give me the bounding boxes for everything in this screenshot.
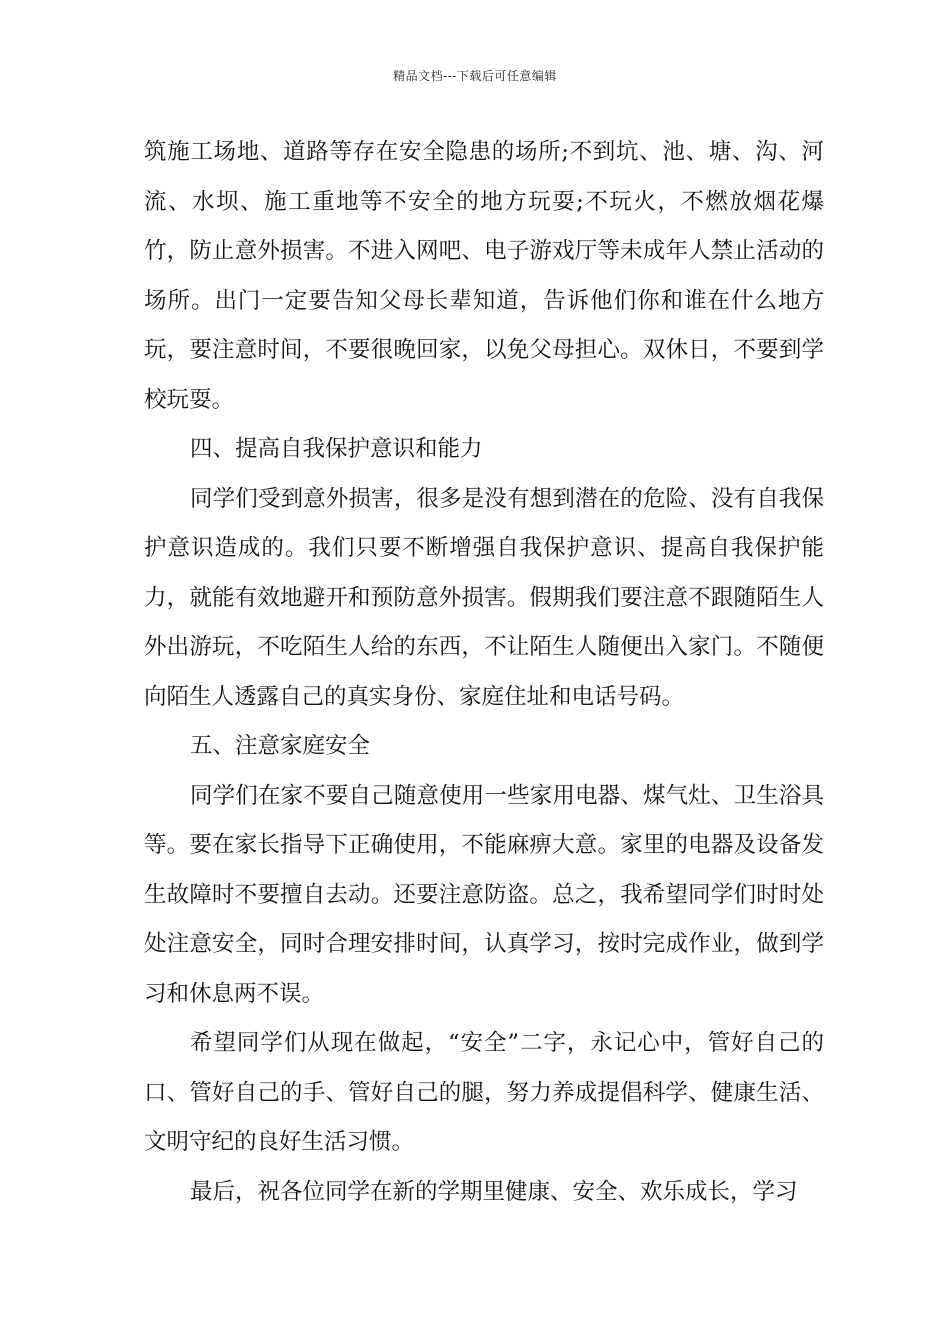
page-header: 精品文档---下载后可任意编辑 [393,69,557,83]
paragraph-5: 最后，祝各位同学在新的学期里健康、安全、欢乐成长，学习 [190,1178,798,1205]
document-body [144,128,824,1217]
section-heading-4: 四、提高自我保护意识和能力 [190,436,483,462]
section-heading-5: 五、注意家庭安全 [190,733,371,759]
paragraph-3: 同学们在家不要自己随意使用一些家用电器、煤气灶、卫生浴具等。要在家长指导下正确使用，不能麻痹大意。家里的电器及设备发生故障时不要擅自去动。还要注意防盗。总之，我希望同学们时时处处注意安全，同时合理安排时间，认真学习，按时完成作业，做到学习和休息两不误。 [144,782,824,1007]
paragraph-4: 希望同学们从现在做起，“安全”二字，永记心中，管好自己的口、管好自己的手、管好自己的腿，努力养成提倡科学、健康生活、文明守纪的良好生活习惯。 [144,1030,824,1155]
paragraph-2: 同学们受到意外损害，很多是没有想到潜在的危险、没有自我保护意识造成的。我们只要不断增强自我保护意识、提高自我保护能力，就能有效地避开和预防意外损害。假期我们要注意不跟随陌生人外出游玩，不吃陌生人给的东西，不让陌生人随便出入家门。不随便向陌生人透露自己的真实身份、家庭住址和电话号码。 [144,485,824,710]
paragraph-1: 筑施工场地、道路等存在安全隐患的场所;不到坑、池、塘、沟、河流、水坝、施工重地等不安全的地方玩耍;不玩火，不燃放烟花爆竹，防止意外损害。不进入网吧、电子游戏厅等未成年人禁止活动的场所。出门一定要告知父母长辈知道，告诉他们你和谁在什么地方玩，要注意时间，不要很晚回家，以免父母担心。双休日，不要到学校玩耍。 [144,139,824,413]
